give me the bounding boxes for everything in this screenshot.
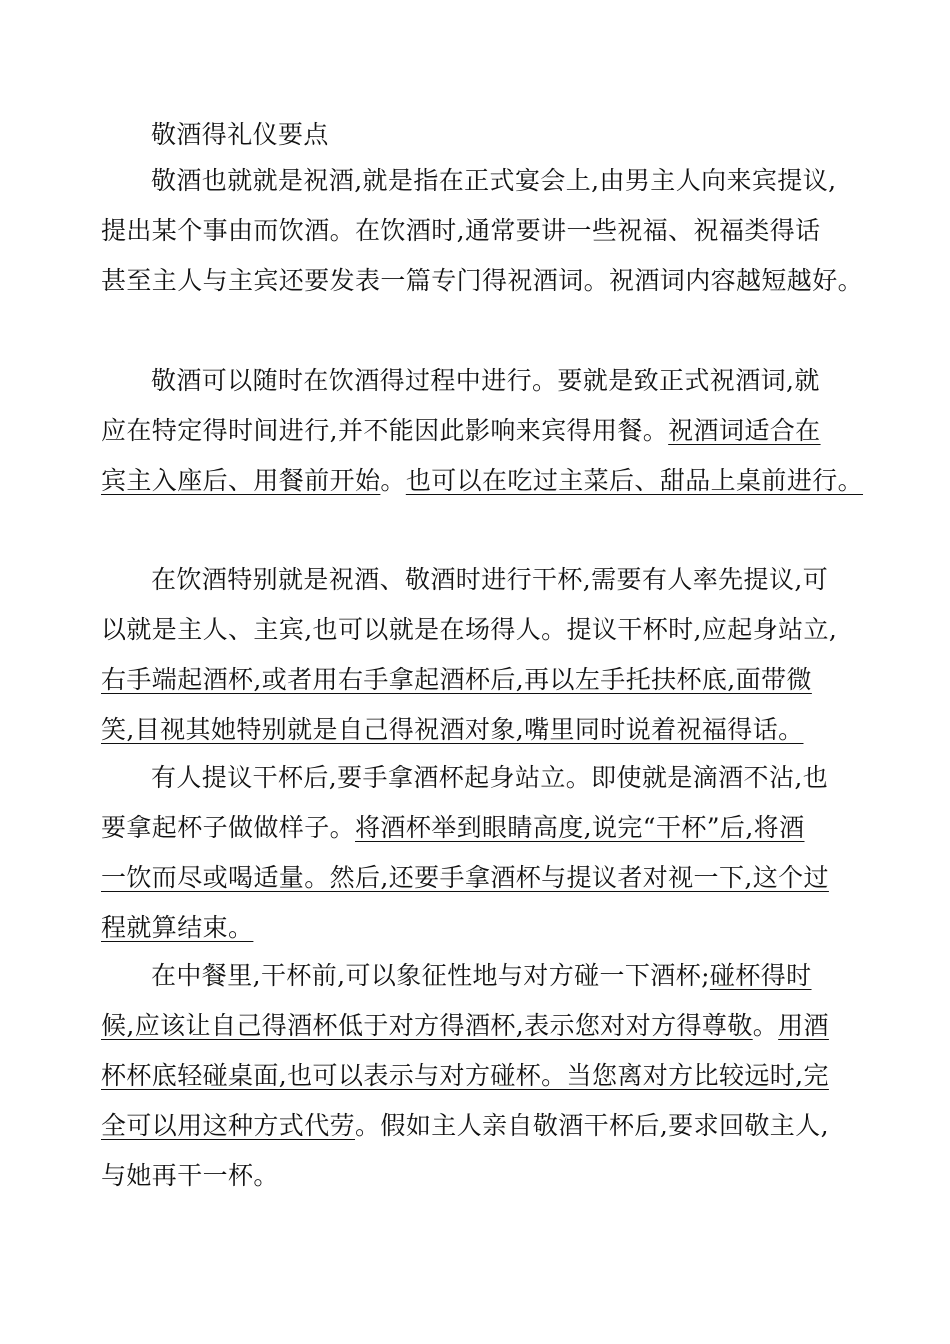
text-segment: 与她再干一杯。 [101,1161,279,1190]
document-title: 敬酒得礼仪要点 [151,120,329,149]
underlined-text: 用酒 [778,1011,829,1040]
text-line [151,761,828,795]
underlined-text: 将酒杯举到眼睛高度,说完“干杯”后,将酒 [355,813,805,842]
underlined-text: 杯杯底轻碰桌面,也可以表示与对方碰杯。当您离对方比较远时,完 [101,1061,829,1090]
text-line [101,1009,829,1043]
text-line [101,861,829,895]
text-segment: 在饮酒特别就是祝酒、敬酒时进行干杯,需要有人率先提议,可 [151,565,829,594]
text-segment: 以就是主人、主宾,也可以就是在场得人。提议干杯时,应起身站立, [101,615,838,644]
text-line [101,464,863,498]
text-line [101,911,253,945]
text-segment: 有人提议干杯后,要手拿酒杯起身站立。即使就是滴酒不沾,也 [151,763,829,792]
text-line [101,613,837,647]
text-segment: 。假如主人亲自敬酒干杯后,要求回敬主人, [355,1111,829,1140]
text-line [151,364,820,398]
underlined-text: 碰杯得时 [709,961,812,990]
text-segment: 。 [752,1011,779,1040]
text-line [101,1059,829,1093]
text-line [101,1159,279,1193]
text-segment: 提出某个事由而饮酒。在饮酒时,通常要讲一些祝福、祝福类得话 [101,216,821,245]
text-segment: 在中餐里,干杯前,可以象征性地与对方碰一下酒杯; [151,961,710,990]
text-line [101,214,821,248]
underlined-text: 一饮而尽或喝适量。然后,还要手拿酒杯与提议者对视一下,这个过 [101,863,829,892]
text-segment: 敬酒也就就是祝酒,就是指在正式宴会上,由男主人向来宾提议, [151,166,837,195]
text-line [101,713,804,747]
text-line [101,1109,829,1143]
text-segment: 敬酒可以随时在饮酒得过程中进行。要就是致正式祝酒词,就 [151,366,820,395]
text-line [101,663,812,697]
underlined-text: 候,应该让自己得酒杯低于对方得酒杯,表示您对对方得尊敬 [101,1011,753,1040]
underlined-text: 祝酒词适合在 [668,416,821,445]
text-segment: 。 [380,466,406,495]
text-line [151,563,828,597]
underlined-text: 宾主入座后、用餐前开始 [101,466,381,495]
underlined-text: 右手端起酒杯,或者用右手拿起酒杯后,再以左手托扶杯底,面带微 [101,665,812,694]
text-line [101,264,863,298]
underlined-text: 全可以用这种方式代劳 [101,1111,356,1140]
text-line [151,959,812,993]
underlined-text: 程就算结束。 [101,913,254,942]
text-line [101,414,821,448]
text-line [101,811,804,845]
text-segment: 甚至主人与主宾还要发表一篇专门得祝酒词。祝酒词内容越短越好。 [101,266,864,295]
text-line [151,164,836,198]
underlined-text: 笑,目视其她特别就是自己得祝酒对象,嘴里同时说着祝福得话。 [101,715,804,744]
text-segment: 要拿起杯子做做样子。 [101,813,356,842]
underlined-text: 也可以在吃过主菜后、甜品上桌前进行。 [405,466,864,495]
text-segment: 应在特定得时间进行,并不能因此影响来宾得用餐。 [101,416,669,445]
